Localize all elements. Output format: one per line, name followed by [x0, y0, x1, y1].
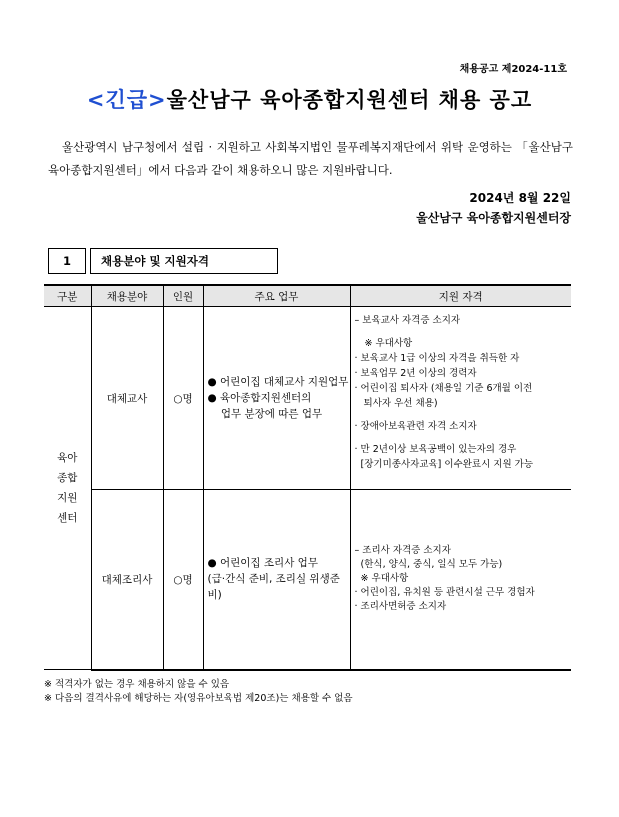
field-cell: 대체교사 — [91, 307, 163, 490]
category-cell: 육아 종합 지원 센터 — [44, 307, 91, 670]
qualifications-cell: – 보육교사 자격증 소지자 ※ 우대사항 · 보육교사 1급 이상의 자격을 취득한 자 · 보육업무 2년 이상의 경력자 · 어린이집 퇴사자 (채용일 기준 6개월 이전 퇴사자 우선 채용) · 장애아보육관련 자격 소지자 · 만 2년이상 보육공백이 있는자의 경우 [장기미종사자교육] 이수완료시 지원 가능 — [350, 307, 571, 490]
title-main: 울산남구 육아종합지원센터 채용 공고 — [166, 88, 533, 112]
duties-cell: ● 어린이집 조리사 업무 (급·간식 준비, 조리실 위생준비) — [203, 490, 350, 670]
header-count: 인원 — [163, 285, 203, 307]
table-row — [44, 307, 571, 490]
footnote: ※ 다음의 결격사유에 해당하는 자(영유아보육법 제20조)는 채용할 수 없음 — [44, 693, 353, 704]
footnote: ※ 적격자가 없는 경우 채용하지 않을 수 있음 — [44, 679, 230, 690]
intro-paragraph: 울산광역시 남구청에서 설립 · 지원하고 사회복지법인 물푸레복지재단에서 위탁 운영하는 「울산남구 육아종합지원센터」에서 다음과 같이 채용하오니 많은 지원바랍니다. — [48, 140, 573, 177]
page-title — [0, 84, 619, 114]
recruitment-table — [44, 284, 571, 671]
issuer: 울산남구 육아종합지원센터장 — [416, 211, 571, 225]
table-header-row — [44, 285, 571, 307]
notice-number: 채용공고 제2024-11호 — [459, 64, 567, 75]
header-field: 채용분야 — [91, 285, 163, 307]
section-number: 1 — [48, 248, 86, 274]
notice-date: 2024년 8월 22일 — [469, 191, 571, 205]
header-category: 구분 — [44, 285, 91, 307]
duties-cell: ● 어린이집 대체교사 지원업무 ● 육아종합지원센터의 업무 분장에 따른 업무 — [203, 307, 350, 490]
count-cell: ○명 — [163, 307, 203, 490]
header-qualifications: 지원 자격 — [350, 285, 571, 307]
table-row — [44, 490, 571, 670]
count-cell: ○명 — [163, 490, 203, 670]
section-title: 채용분야 및 지원자격 — [90, 248, 278, 274]
urgent-tag: <긴급> — [86, 88, 167, 112]
header-duties: 주요 업무 — [203, 285, 350, 307]
field-cell: 대체조리사 — [91, 490, 163, 670]
qualifications-cell: – 조리사 자격증 소지자 (한식, 양식, 중식, 일식 모두 가능) ※ 우대사항 · 어린이집, 유치원 등 관련시설 근무 경험자 · 조리사면허증 소지자 — [350, 490, 571, 670]
